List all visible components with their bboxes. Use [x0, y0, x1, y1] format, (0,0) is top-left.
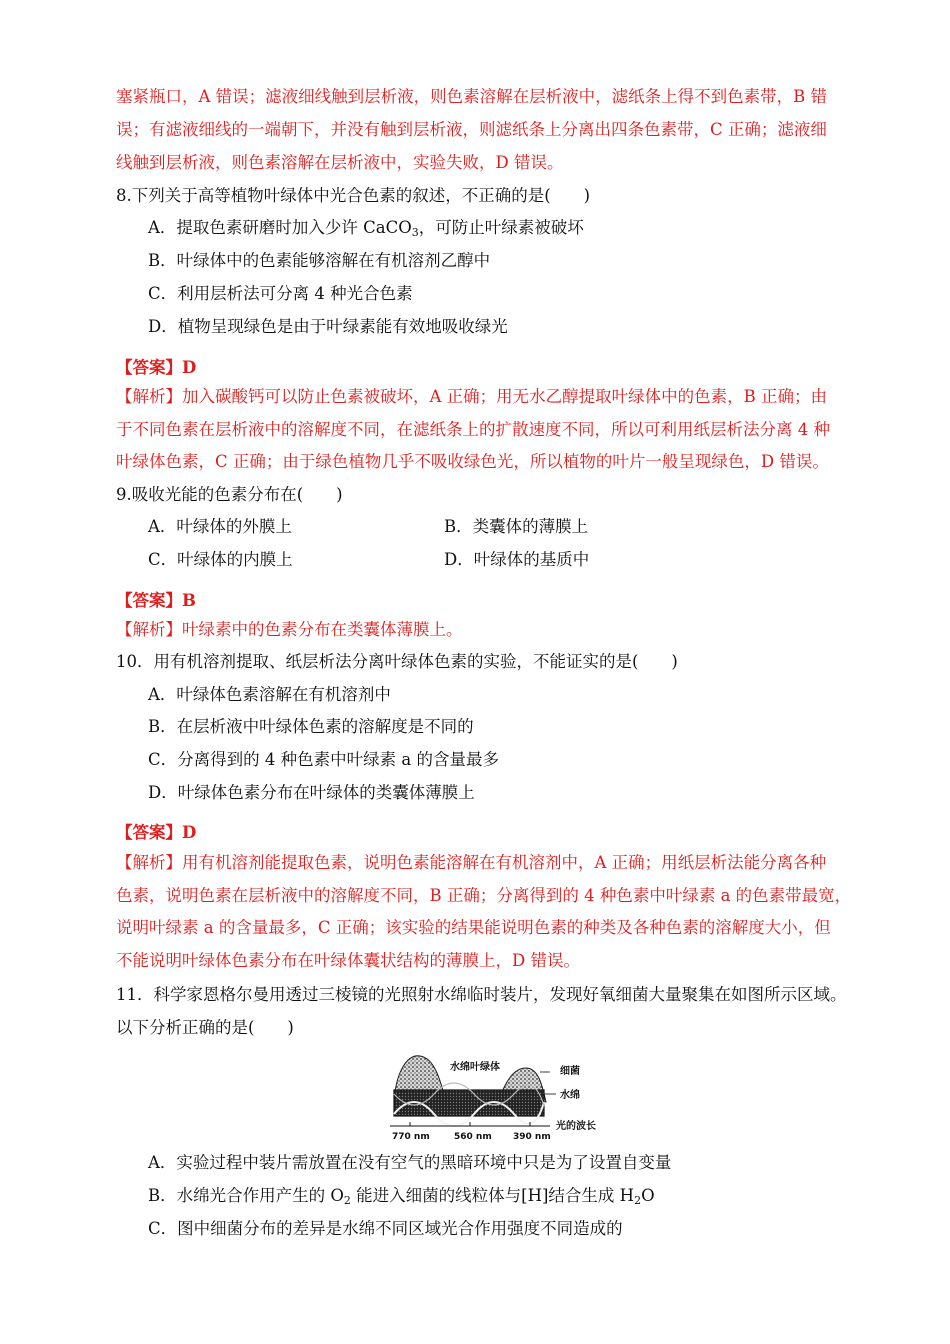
question-10-option-a: A．叶绿体色素溶解在有机溶剂中	[148, 685, 391, 704]
question-9-analysis: 【解析】叶绿素中的色素分布在类囊体薄膜上。	[116, 620, 463, 639]
question-10-analysis-line: 说明叶绿素 a 的含量最多，C 正确；该实验的结果能说明色素的种类及各种色素的溶解度大小，但	[116, 918, 831, 937]
question-11-option-a: A．实验过程中装片需放置在没有空气的黑暗环境中只是为了设置自变量	[148, 1153, 672, 1172]
question-10-stem: 10．用有机溶剂提取、纸层析法分离叶绿体色素的实验，不能证实的是( )	[116, 652, 678, 671]
label-wavelength: 光的波长	[556, 1121, 596, 1132]
question-8-option-b: B．叶绿体中的色素能够溶解在有机溶剂乙醇中	[148, 251, 491, 270]
question-8-analysis-line: 叶绿体色素，C 正确；由于绿色植物几乎不吸收绿色光，所以植物的叶片一般呈现绿色，D 错误。	[116, 452, 829, 471]
question-9-stem: 9.吸收光能的色素分布在( )	[116, 485, 343, 504]
question-11-stem-continued: 以下分析正确的是( )	[116, 1018, 294, 1037]
question-8-option-d: D．植物呈现绿色是由于叶绿素能有效地吸收绿光	[148, 317, 508, 336]
question-8-analysis-line: 【解析】加入碳酸钙可以防止色素被破坏，A 正确；用无水乙醇提取叶绿体中的色素，B 正确；由	[116, 387, 828, 406]
question-10-option-d: D．叶绿体色素分布在叶绿体的类囊体薄膜上	[148, 783, 475, 802]
question-10-option-b: B．在层析液中叶绿体色素的溶解度是不同的	[148, 717, 474, 736]
question-9-option-b: B．类囊体的薄膜上	[444, 517, 589, 536]
question-8-answer: 【答案】D	[116, 358, 197, 377]
question-10-analysis-line: 不能说明叶绿体色素分布在叶绿体囊状结构的薄膜上，D 错误。	[116, 951, 580, 970]
question-9-option-a: A．叶绿体的外膜上	[148, 517, 292, 536]
analysis-continuation-line: 塞紧瓶口，A 错误；滤液细线触到层析液，则色素溶解在层析液中，滤纸条上得不到色素带，B 错	[116, 87, 828, 106]
spirogyra-bacteria-diagram	[380, 1050, 610, 1142]
label-bacteria: 细菌	[560, 1066, 580, 1077]
question-9-option-d: D．叶绿体的基质中	[444, 550, 590, 569]
question-11-stem: 11．科学家恩格尔曼用透过三棱镜的光照射水绵临时装片，发现好氧细菌大量聚集在如图所示区域。	[116, 985, 847, 1004]
engelmann-experiment-figure	[380, 1050, 610, 1142]
question-11-option-b: B．水绵光合作用产生的 $O_2$ 能进入细菌的线粒体与[H]结合生成 $H_2O$	[148, 1186, 655, 1207]
question-9-option-c: C．叶绿体的内膜上	[148, 550, 293, 569]
question-8-option-c: C．利用层析法可分离 4 种光合色素	[148, 284, 413, 303]
question-10-answer: 【答案】D	[116, 823, 197, 842]
question-10-analysis-line: 色素，说明色素在层析液中的溶解度不同，B 正确；分离得到的 4 种色素中叶绿素 a 的色素带最宽，	[116, 886, 852, 905]
tick-label-390: 390 nm	[513, 1132, 551, 1142]
label-chloroplast: 水绵叶绿体	[450, 1062, 500, 1073]
question-8-analysis-line: 于不同色素在层析液中的溶解度不同，在滤纸条上的扩散速度不同，所以可利用纸层析法分离 4 种	[116, 420, 830, 439]
question-10-analysis-line: 【解析】用有机溶剂能提取色素，说明色素能溶解在有机溶剂中，A 正确；用纸层析法能分离各种	[116, 853, 827, 872]
analysis-continuation-line: 线触到层析液，则色素溶解在层析液中，实验失败，D 错误。	[116, 153, 564, 172]
question-10-option-c: C．分离得到的 4 种色素中叶绿素 a 的含量最多	[148, 750, 499, 769]
analysis-continuation-line: 误；有滤液细线的一端朝下，并没有触到层析液，则滤纸条上分离出四条色素带，C 正确；滤液细	[116, 120, 827, 139]
tick-label-770: 770 nm	[392, 1132, 430, 1142]
question-11-option-c: C．图中细菌分布的差异是水绵不同区域光合作用强度不同造成的	[148, 1219, 623, 1238]
question-8-stem: 8.下列关于高等植物叶绿体中光合色素的叙述，不正确的是( )	[116, 186, 591, 205]
label-spirogyra: 水绵	[560, 1090, 580, 1101]
tick-label-560: 560 nm	[454, 1132, 492, 1142]
question-8-option-a: A．提取色素研磨时加入少许 CaCO$_3$，可防止叶绿素被破坏	[148, 218, 584, 239]
question-9-answer: 【答案】B	[116, 591, 196, 610]
